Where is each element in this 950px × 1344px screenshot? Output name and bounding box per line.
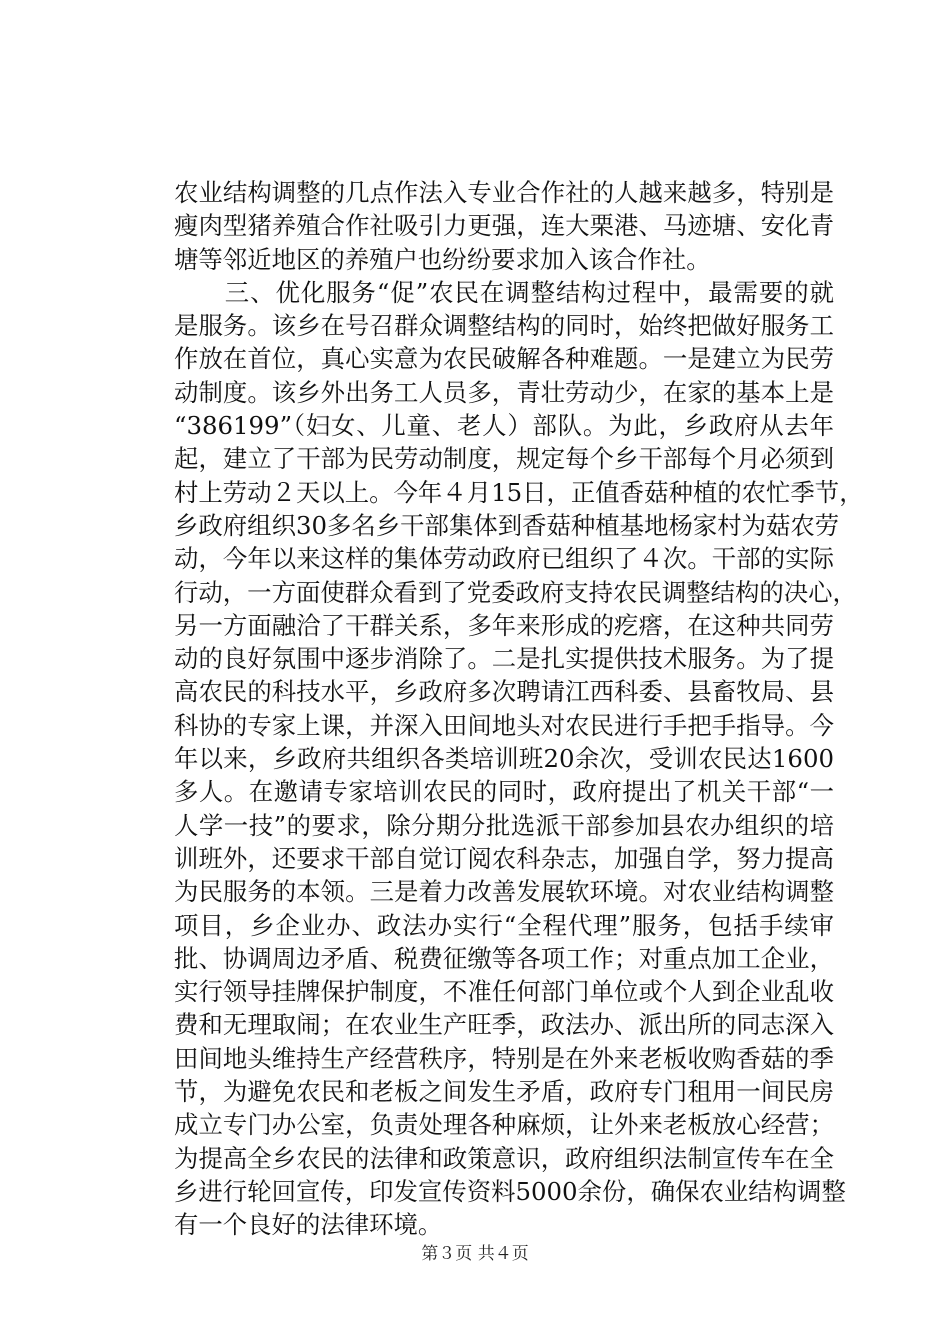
text-line: 田间地头维持生产经营秩序，特别是在外来老板收购香菇的季 [174,1043,834,1073]
text-line: 高农民的科技水平，乡政府多次聘请江西科委、县畜牧局、县 [174,677,834,707]
text-line: 为提高全乡农民的法律和政策意识，政府组织法制宣传车在全 [174,1143,834,1173]
text-line: 作放在首位，真心实意为农民破解各种难题。一是建立为民劳 [174,344,834,374]
text-line: 批、协调周边矛盾、税费征缴等各项工作；对重点加工企业， [174,943,834,973]
text-line: 费和无理取闹；在农业生产旺季，政法办、派出所的同志深入 [174,1010,834,1040]
text-line: 多人。在邀请专家培训农民的同时，政府提出了机关干部“一 [174,777,834,807]
page-footer: 第３页 共４页 [421,1244,529,1264]
text-line: “386199”（妇女、儿童、老人）部队。为此，乡政府从去年 [174,411,834,441]
text-line: 人学一技”的要求，除分期分批选派干部参加县农办组织的培 [174,810,834,840]
text-line: 乡进行轮回宣传，印发宣传资料5000余份，确保农业结构调整 [174,1176,846,1206]
text-line: 行动，一方面使群众看到了党委政府支持农民调整结构的决心， [174,577,857,607]
text-line: 实行领导挂牌保护制度，不准任何部门单位或个人到企业乱收 [174,977,834,1007]
text-line: 农业结构调整的几点作法入专业合作社的人越来越多，特别是 [174,178,834,207]
text-line: 训班外，还要求干部自觉订阅农科杂志，加强自学，努力提高 [174,843,834,873]
text-line: 村上劳动２天以上。今年４月15日，正值香菇种植的农忙季节， [174,477,864,507]
text-line: 为民服务的本领。三是着力改善发展软环境。对农业结构调整 [174,877,834,907]
text-line: 起，建立了干部为民劳动制度，规定每个乡干部每个月必须到 [174,444,834,474]
text-line: 动，今年以来这样的集体劳动政府已组织了４次。干部的实际 [174,544,834,574]
text-line: 动的良好氛围中逐步消除了。二是扎实提供技术服务。为了提 [174,644,834,674]
text-line: 年以来，乡政府共组织各类培训班20余次，受训农民达1600 [174,744,834,774]
text-line: 节，为避免农民和老板之间发生矛盾，政府专门租用一间民房 [174,1077,834,1107]
text-line: 成立专门办公室，负责处理各种麻烦，让外来老板放心经营； [174,1110,834,1140]
text-line: 动制度。该乡外出务工人员多，青壮劳动少，在家的基本上是 [174,377,834,407]
text-line: 三、优化服务“促”农民在调整结构过程中，最需要的就 [174,277,834,307]
text-line: 乡政府组织30多名乡干部集体到香菇种植基地杨家村为菇农劳 [174,510,840,540]
text-line: 另一方面融洽了干群关系，多年来形成的疙瘩，在这种共同劳 [174,610,834,640]
text-line: 塘等邻近地区的养殖户也纷纷要求加入该合作社。 [174,244,711,274]
text-line: 有一个良好的法律环境。 [174,1210,443,1240]
text-line: 是服务。该乡在号召群众调整结构的同时，始终把做好服务工 [174,311,834,341]
text-line: 项目，乡企业办、政法办实行“全程代理”服务，包括手续审 [174,910,834,940]
text-line: 科协的专家上课，并深入田间地头对农民进行手把手指导。今 [174,710,834,740]
text-line: 瘦肉型猪养殖合作社吸引力更强，连大栗港、马迹塘、安化青 [174,211,834,241]
body-text [174,176,864,1242]
